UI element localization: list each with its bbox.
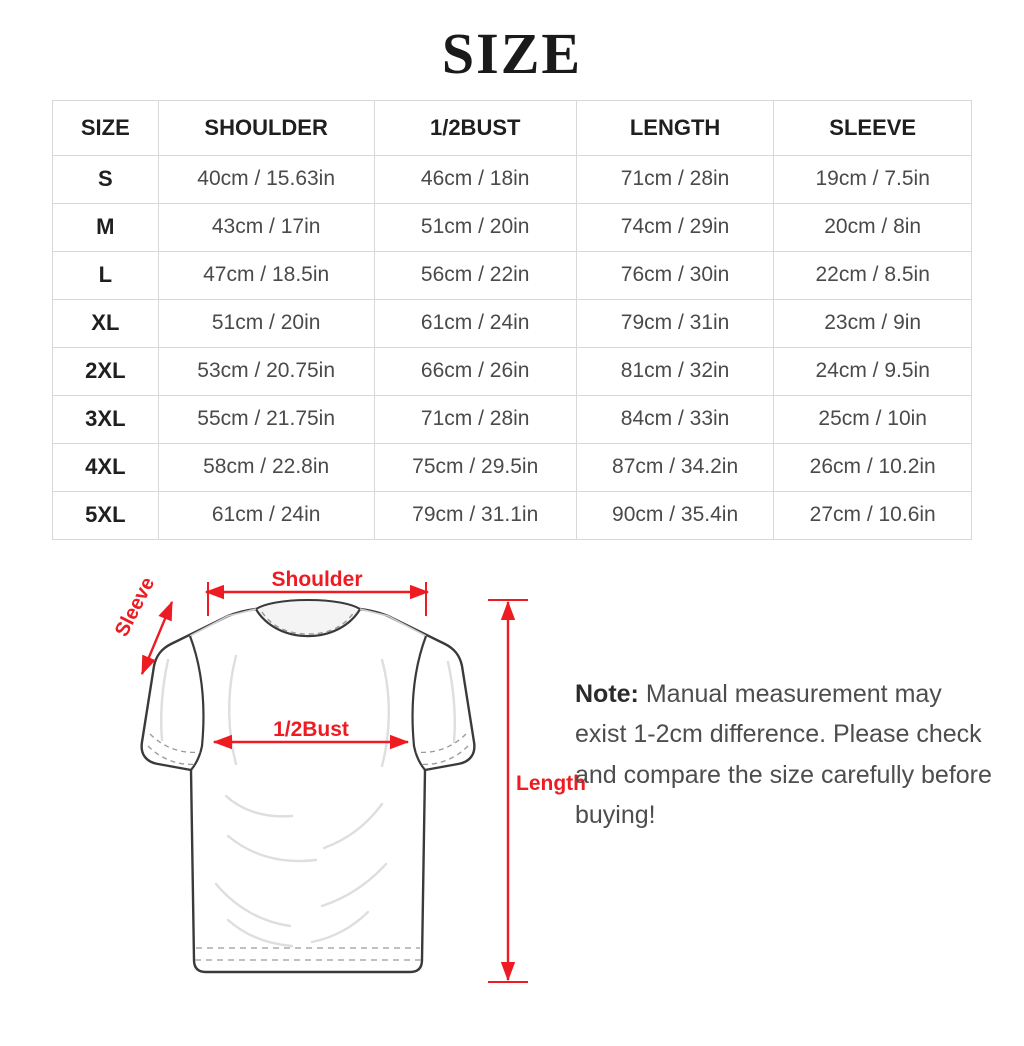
cell-sleeve: 25cm / 10in: [774, 395, 972, 443]
cell-bust: 61cm / 24in: [374, 299, 576, 347]
cell-sleeve: 19cm / 7.5in: [774, 155, 972, 203]
column-header-size: SIZE: [53, 100, 159, 155]
cell-length: 71cm / 28in: [576, 155, 774, 203]
tshirt-diagram: [30, 564, 590, 1034]
cell-size: 4XL: [53, 443, 159, 491]
cell-bust: 71cm / 28in: [374, 395, 576, 443]
cell-sleeve: 23cm / 9in: [774, 299, 972, 347]
cell-size: M: [53, 203, 159, 251]
cell-bust: 51cm / 20in: [374, 203, 576, 251]
cell-size: 5XL: [53, 491, 159, 539]
cell-size: XL: [53, 299, 159, 347]
cell-shoulder: 58cm / 22.8in: [158, 443, 374, 491]
column-header-shoulder: SHOULDER: [158, 100, 374, 155]
cell-shoulder: 55cm / 21.75in: [158, 395, 374, 443]
note-text: Manual measurement may exist 1-2cm difference. Please check and compare the size carefully before buying!: [575, 679, 992, 830]
table-row: [53, 443, 972, 491]
table-row: [53, 395, 972, 443]
cell-shoulder: 40cm / 15.63in: [158, 155, 374, 203]
cell-shoulder: 51cm / 20in: [158, 299, 374, 347]
size-chart: [52, 100, 972, 540]
cell-length: 84cm / 33in: [576, 395, 774, 443]
cell-length: 79cm / 31in: [576, 299, 774, 347]
table-row: [53, 491, 972, 539]
table-row: [53, 155, 972, 203]
length-label: Length: [516, 771, 586, 795]
note-block: [575, 674, 995, 836]
cell-bust: 56cm / 22in: [374, 251, 576, 299]
cell-sleeve: 24cm / 9.5in: [774, 347, 972, 395]
table-row: [53, 203, 972, 251]
cell-size: S: [53, 155, 159, 203]
cell-sleeve: 26cm / 10.2in: [774, 443, 972, 491]
column-header-bust: 1/2BUST: [374, 100, 576, 155]
cell-length: 81cm / 32in: [576, 347, 774, 395]
cell-bust: 79cm / 31.1in: [374, 491, 576, 539]
cell-shoulder: 61cm / 24in: [158, 491, 374, 539]
cell-size: L: [53, 251, 159, 299]
note-label: Note:: [575, 679, 639, 708]
cell-sleeve: 22cm / 8.5in: [774, 251, 972, 299]
column-header-length: LENGTH: [576, 100, 774, 155]
cell-shoulder: 53cm / 20.75in: [158, 347, 374, 395]
table-row: [53, 299, 972, 347]
cell-bust: 66cm / 26in: [374, 347, 576, 395]
column-header-sleeve: SLEEVE: [774, 100, 972, 155]
cell-bust: 46cm / 18in: [374, 155, 576, 203]
cell-shoulder: 43cm / 17in: [158, 203, 374, 251]
cell-sleeve: 20cm / 8in: [774, 203, 972, 251]
bust-label: 1/2Bust: [273, 717, 349, 741]
cell-length: 76cm / 30in: [576, 251, 774, 299]
table-header-row: [53, 100, 972, 155]
table-row: [53, 347, 972, 395]
cell-shoulder: 47cm / 18.5in: [158, 251, 374, 299]
cell-size: 2XL: [53, 347, 159, 395]
measurement-diagram-area: [0, 564, 1024, 1034]
cell-length: 74cm / 29in: [576, 203, 774, 251]
tshirt-outline: [142, 600, 475, 972]
cell-size: 3XL: [53, 395, 159, 443]
cell-bust: 75cm / 29.5in: [374, 443, 576, 491]
length-dimension: [488, 600, 586, 982]
cell-length: 87cm / 34.2in: [576, 443, 774, 491]
cell-length: 90cm / 35.4in: [576, 491, 774, 539]
size-table: [52, 100, 972, 540]
shoulder-label: Shoulder: [271, 567, 363, 591]
cell-sleeve: 27cm / 10.6in: [774, 491, 972, 539]
page-title: SIZE: [441, 21, 583, 86]
sleeve-label: Sleeve: [110, 573, 160, 641]
table-row: [53, 251, 972, 299]
